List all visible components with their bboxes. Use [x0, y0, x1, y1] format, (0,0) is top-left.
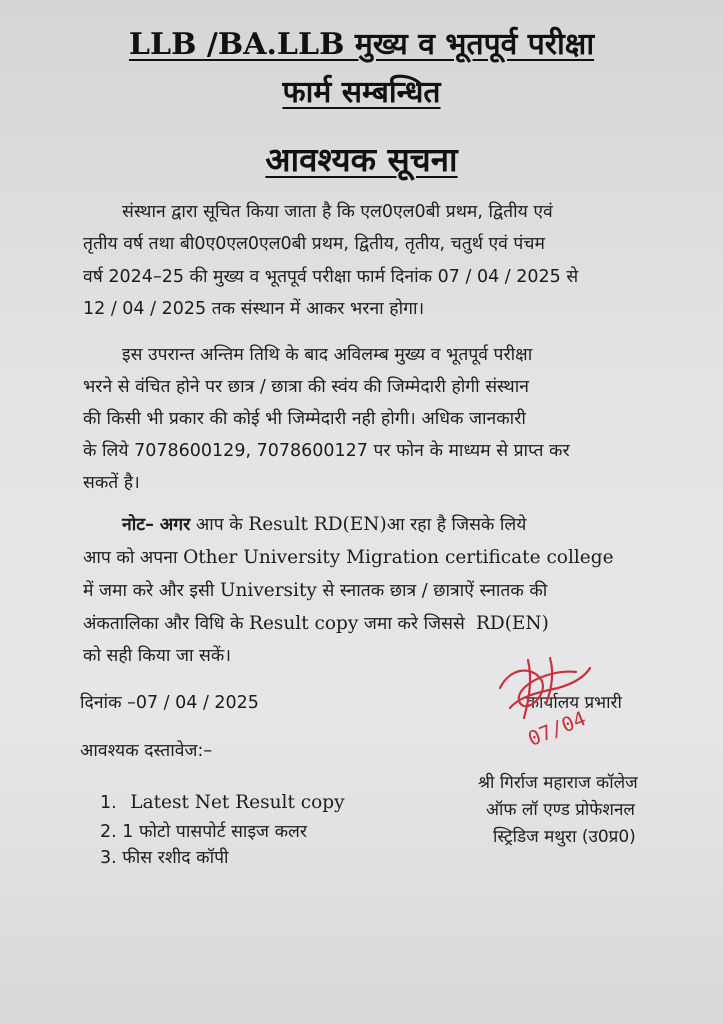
note-line-2 — [83, 545, 614, 569]
signatory-designation: कार्यालय प्रभारी — [526, 693, 622, 713]
document-item-3-num: 3. — [100, 848, 117, 868]
note-l4a: अंकतालिका और विधि के — [83, 614, 244, 634]
para2-line-1: इस उपरान्त अन्तिम तिथि के बाद अविलम्ब मुख्य व भूतपूर्व परीक्षा — [122, 345, 533, 365]
document-item-3 — [100, 845, 229, 869]
para2-line-5: सकतें है। — [83, 473, 140, 493]
document-item-1-num: 1. — [100, 793, 117, 813]
org-line-3: स्ट्रिडिज मथुरा (उ0प्र0) — [493, 827, 636, 847]
heading-line-2 — [0, 70, 723, 111]
note-line-4 — [83, 611, 549, 635]
note-l2b: Other University Migration certificate college — [183, 547, 614, 568]
para1-line-4: 12 / 04 / 2025 तक संस्थान में आकर भरना होगा। — [83, 299, 425, 319]
document-item-1-text: Latest Net Result copy — [130, 792, 345, 813]
document-item-1 — [100, 792, 345, 813]
note-label: नोट– अगर — [122, 515, 191, 535]
note-l4b: Result copy — [249, 613, 359, 634]
stamp-date: 07/04 — [524, 706, 590, 751]
note-line-5: को सही किया जा सकें। — [83, 646, 231, 666]
documents-heading: आवश्यक दस्तावेज:– — [80, 741, 213, 761]
notice-title-text: आवश्यक सूचना — [265, 140, 458, 179]
document-item-3-text: फीस रशीद कॉपी — [122, 848, 229, 868]
para1-line-3: वर्ष 2024–25 की मुख्य व भूतपूर्व परीक्षा फार्म दिनांक 07 / 04 / 2025 से — [83, 267, 579, 287]
document-item-2-num: 2. — [100, 822, 117, 842]
note-l4d: RD(EN) — [475, 613, 549, 634]
note-l1c: आ रहा है जिसके लिये — [386, 515, 527, 535]
note-l3a: में जमा करे और इसी — [83, 581, 215, 601]
note-l1a: आप के — [195, 515, 243, 535]
para2-line-4: के लिये 7078600129, 7078600127 पर फोन के माध्यम से प्राप्त कर — [83, 441, 570, 461]
heading-line-2-text: फार्म सम्बन्धित — [282, 75, 441, 110]
org-line-1: श्री गिर्राज महाराज कॉलेज — [478, 773, 638, 793]
para2-line-2: भरने से वंचित होने पर छात्र / छात्रा की स्वंय की जिम्मेदारी होगी संस्थान — [83, 377, 529, 397]
note-l4c: जमा करे जिससे — [363, 614, 465, 634]
document-item-2-text: 1 फोटो पासपोर्ट साइज कलर — [122, 822, 308, 842]
para2-line-3: की किसी भी प्रकार की कोई भी जिम्मेदारी नही होगी। अधिक जानकारी — [83, 409, 526, 429]
date-stamp-signature — [480, 648, 620, 758]
org-line-2: ऑफ लॉ एण्ड प्रोफेशनल — [486, 800, 635, 820]
note-l2a: आप को अपना — [83, 548, 178, 568]
heading-line-1-text: LLB /BA.LLB मुख्य व भूतपूर्व परीक्षा — [128, 27, 595, 62]
note-l3c: से स्नातक छात्र / छात्राऐं स्नातक की — [322, 581, 548, 601]
heading-line-1 — [0, 22, 723, 63]
note-l3b: University — [219, 580, 317, 601]
date-line: दिनांक –07 / 04 / 2025 — [80, 693, 259, 713]
notice-title — [0, 136, 723, 181]
note-line-3 — [83, 578, 547, 602]
para1-line-1: संस्थान द्वारा सूचित किया जाता है कि एल0एल0बी प्रथम, द्वितीय एवं — [122, 202, 553, 222]
document-item-2 — [100, 819, 307, 843]
note-line-1 — [122, 512, 526, 536]
note-l1b: Result RD(EN) — [248, 514, 387, 535]
para1-line-2: तृतीय वर्ष तथा बी0ए0एल0एल0बी प्रथम, द्वितीय, तृतीय, चतुर्थ एवं पंचम — [83, 234, 545, 254]
